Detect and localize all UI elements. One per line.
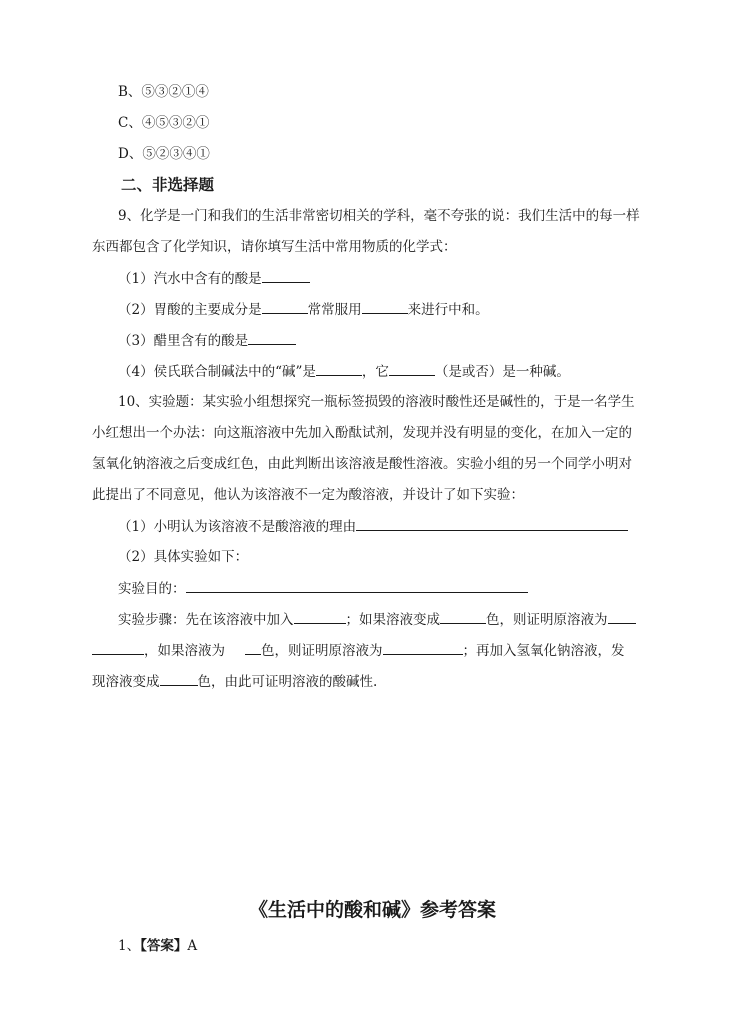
q9-item4-text-b: ，它 — [361, 364, 389, 380]
q10-sub1-text: （1）小明认为该溶液不是酸溶液的理由 — [118, 519, 357, 535]
q10-steps-text-d: ，如果溶液为 — [144, 643, 225, 659]
q10-line2: 小红想出一个办法：向这瓶溶液中先加入酚酞试剂，发现并没有明显的变化，在加入一定的 — [92, 425, 632, 441]
q9-item2-text-c: 来进行中和。 — [407, 302, 489, 318]
q10-steps-text-f: ；再加入氢氧化钠溶液，发 — [462, 643, 625, 659]
q10-steps-line2 — [92, 640, 625, 661]
option-c: C、④⑤③②① — [118, 115, 210, 131]
q10-steps-text-b: ；如果溶液变成 — [345, 612, 440, 628]
answer-blank[interactable] — [294, 609, 346, 624]
q10-line4: 此提出了不同意见，他认为该溶液不一定为酸溶液，并设计了如下实验： — [92, 487, 524, 503]
q10-steps-text-e: 色，则证明原溶液为 — [261, 643, 383, 659]
q9-intro-line1: 9、化学是一门和我们的生活非常密切相关的学科，毫不夸张的说：我们生活中的每一样 — [118, 208, 640, 224]
q10-steps-line3 — [92, 671, 377, 692]
answer-blank[interactable] — [316, 361, 362, 376]
answer-blank[interactable] — [440, 609, 486, 624]
q10-sub2: （2）具体实验如下： — [118, 549, 249, 565]
answer-blank[interactable] — [362, 299, 408, 314]
answer-blank[interactable] — [356, 516, 628, 531]
answer-blank[interactable] — [245, 640, 261, 655]
answer-blank[interactable] — [383, 640, 463, 655]
q10-steps-text-c: 色，则证明原溶液为 — [486, 612, 608, 628]
q9-item1 — [118, 268, 310, 289]
q10-steps-line1 — [118, 609, 636, 630]
q9-item4-text-a: （4）侯氏联合制碱法中的“碱”是 — [118, 364, 316, 380]
q9-item2-text-b: 常常服用 — [307, 302, 362, 318]
answer-blank[interactable] — [608, 609, 636, 624]
q10-steps-text-h: 色，由此可证明溶液的酸碱性. — [197, 674, 378, 690]
q10-line1: 10、实验题：某实验小组想探究一瓶标签损毁的溶液时酸性还是碱性的，于是一名学生 — [118, 394, 635, 410]
answer-blank[interactable] — [186, 578, 528, 593]
q10-steps-text-g: 现溶液变成 — [92, 674, 160, 690]
answer-blank[interactable] — [262, 268, 310, 283]
q9-item3-text: （3）醋里含有的酸是 — [118, 333, 249, 349]
answer-1-value: A — [187, 938, 198, 954]
answers-title: 《生活中的酸和碱》参考答案 — [248, 899, 496, 921]
q10-purpose — [118, 578, 528, 599]
answer-1-tag: 【答案】 — [140, 938, 188, 954]
q9-intro-line2: 东西都包含了化学知识，请你填写生活中常用物质的化学式： — [92, 239, 457, 255]
answer-blank[interactable] — [160, 671, 198, 686]
answer-blank[interactable] — [389, 361, 435, 376]
q10-line3: 氢氧化钠溶液之后变成红色，由此判断出该溶液是酸性溶液。实验小组的另一个同学小明对 — [92, 456, 632, 472]
answer-1 — [118, 936, 197, 956]
q9-item4 — [118, 361, 570, 382]
answer-blank[interactable] — [248, 330, 296, 345]
q10-purpose-label: 实验目的： — [118, 581, 186, 597]
q9-item2 — [118, 299, 489, 320]
section-heading: 二、非选择题 — [121, 175, 215, 194]
q9-item1-text: （1）汽水中含有的酸是 — [118, 271, 262, 287]
answer-blank[interactable] — [262, 299, 308, 314]
option-d: D、⑤②③④① — [118, 146, 210, 162]
q9-item4-text-c: （是或否）是一种碱。 — [434, 364, 570, 380]
answer-blank[interactable] — [92, 640, 144, 655]
option-b: B、⑤③②①④ — [118, 84, 209, 100]
q9-item3 — [118, 330, 296, 351]
q10-sub1 — [118, 516, 628, 537]
answer-1-number: 1、 — [118, 938, 141, 954]
q9-item2-text-a: （2）胃酸的主要成分是 — [118, 302, 262, 318]
q10-steps-text-a: 实验步骤：先在该溶液中加入 — [118, 612, 294, 628]
